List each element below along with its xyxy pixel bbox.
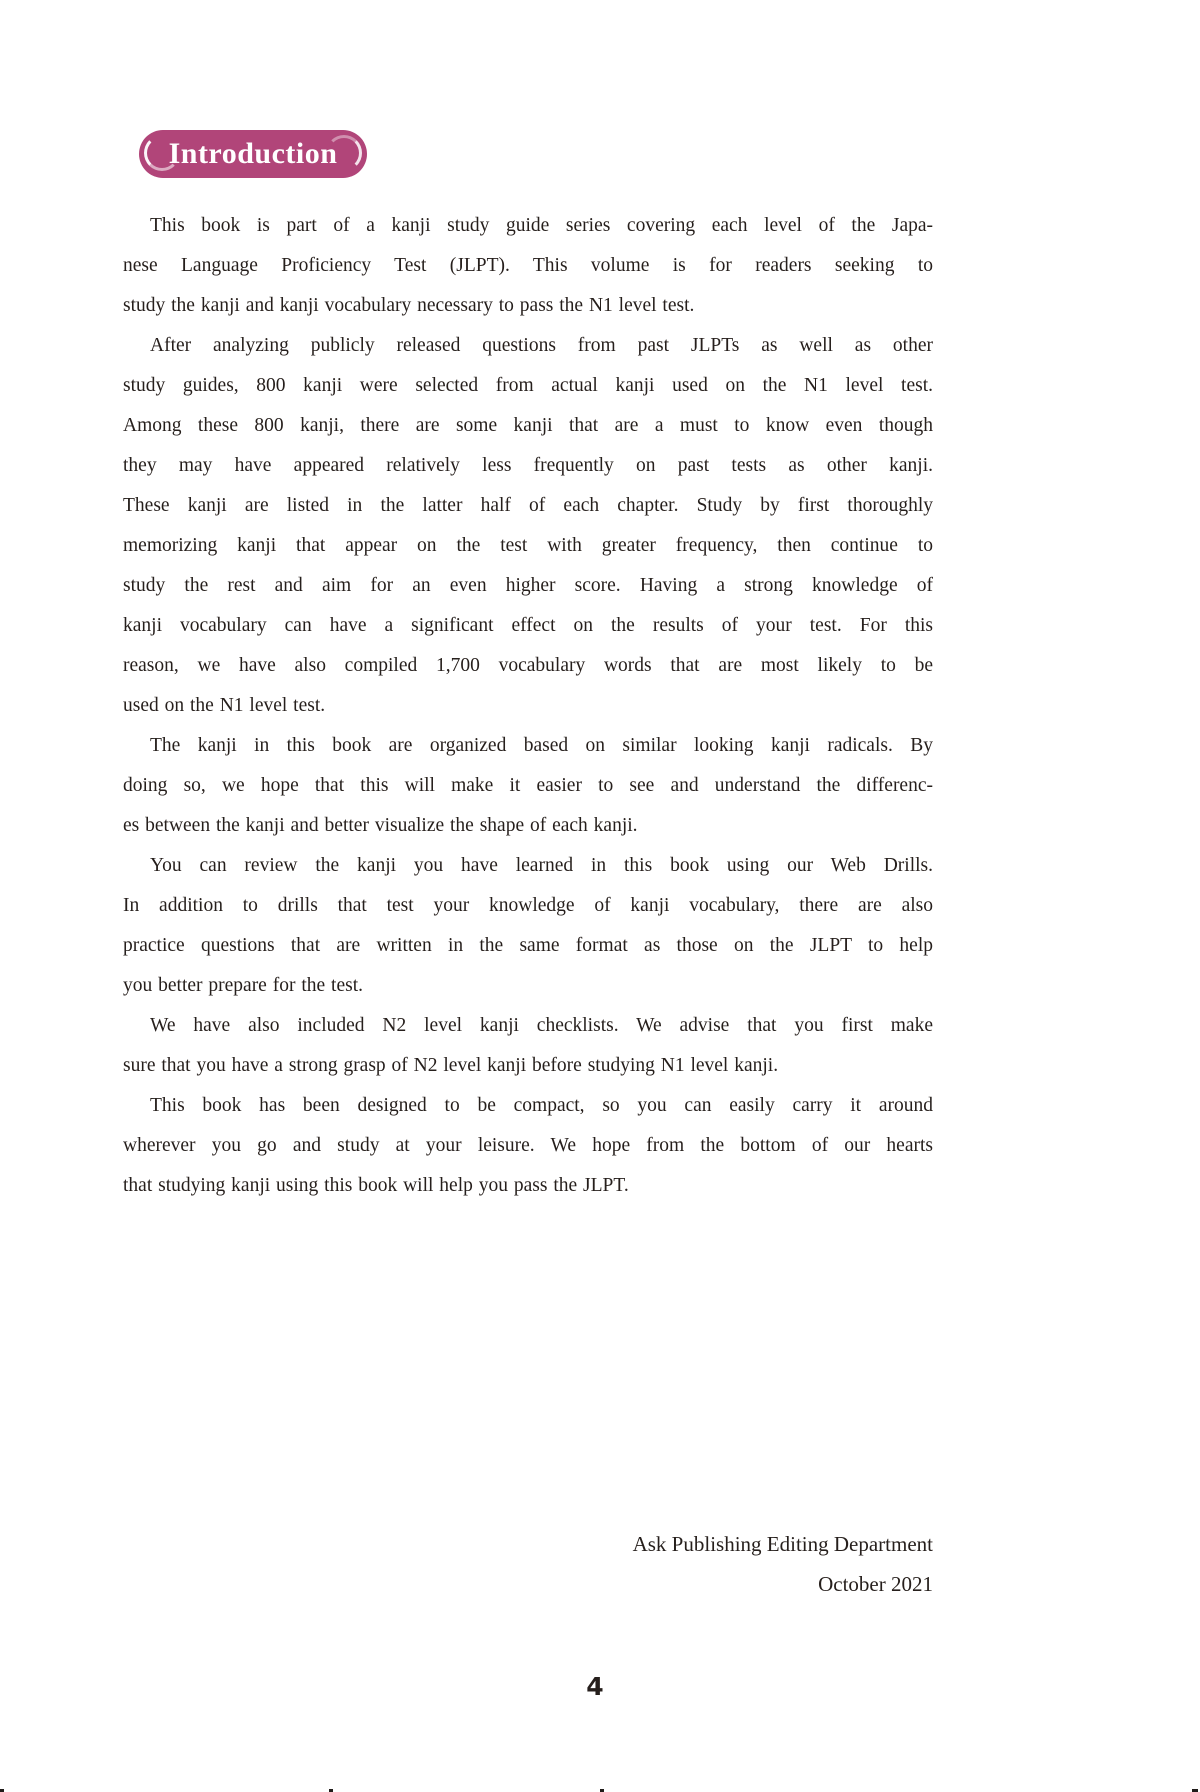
text-line: This book is part of a kanji study guide series covering each level of the Japa- [150,215,933,236]
text-line: Among these 800 kanji, there are some kanji that are a must to know even though [123,415,933,436]
page-number: 4 [586,1672,604,1701]
text-line: memorizing kanji that appear on the test with greater frequency, then continue to [123,535,933,556]
text-line: that studying kanji using this book will help you pass the JLPT. [123,1175,629,1196]
text-line: practice questions that are written in the same format as those on the JLPT to help [123,935,933,956]
signature-block [123,1524,933,1604]
text-line: After analyzing publicly released questions from past JLPTs as well as other [150,335,933,356]
introduction-badge [139,130,367,178]
text-line: wherever you go and study at your leisure. We hope from the bottom of our hearts [123,1135,933,1156]
text-line: study the rest and aim for an even higher score. Having a strong knowledge of [123,575,933,596]
introduction-badge-label: Introduction [168,137,338,170]
text-line: used on the N1 level test. [123,695,326,716]
text-line: study guides, 800 kanji were selected from actual kanji used on the N1 level test. [123,375,933,396]
text-line: These kanji are listed in the latter half of each chapter. Study by first thoroughly [123,495,933,516]
signature-date: October 2021 [818,1572,933,1596]
text-line: You can review the kanji you have learned in this book using our Web Drills. [150,855,933,876]
text-line: We have also included N2 level kanji checklists. We advise that you first make [150,1015,933,1036]
text-line: sure that you have a strong grasp of N2 level kanji before studying N1 level kanji. [123,1055,779,1076]
text-line: In addition to drills that test your knowledge of kanji vocabulary, there are also [123,895,933,916]
text-line: nese Language Proficiency Test (JLPT). This volume is for readers seeking to [123,255,933,276]
text-line: This book has been designed to be compact, so you can easily carry it around [150,1095,933,1116]
text-line: study the kanji and kanji vocabulary necessary to pass the N1 level test. [123,295,695,316]
text-line: kanji vocabulary can have a significant effect on the results of your test. For this [123,615,933,636]
signature-department: Ask Publishing Editing Department [632,1532,933,1556]
body-text [123,206,933,1206]
text-line: you better prepare for the test. [123,975,363,996]
text-line: reason, we have also compiled 1,700 vocabulary words that are most likely to be [123,655,933,676]
text-line: The kanji in this book are organized based on similar looking kanji radicals. By [150,735,933,756]
text-line: they may have appeared relatively less frequently on past tests as other kanji. [123,455,933,476]
text-line: doing so, we hope that this will make it easier to see and understand the differenc- [123,775,933,796]
text-line: es between the kanji and better visualize the shape of each kanji. [123,815,638,836]
